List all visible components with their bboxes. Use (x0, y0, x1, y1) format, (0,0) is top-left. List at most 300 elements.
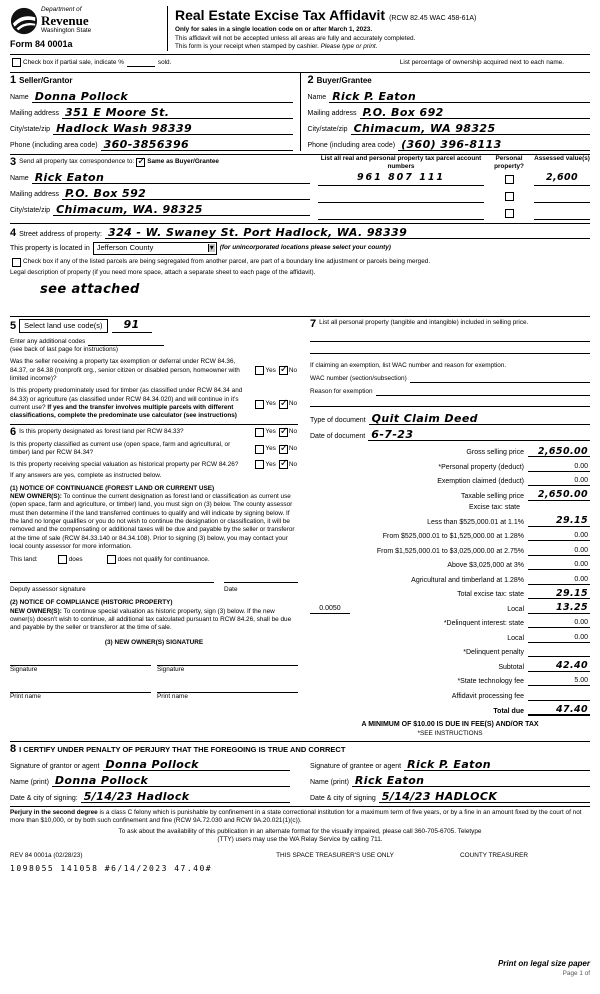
tax-computation (310, 445, 590, 738)
grantee-signing-block (300, 755, 590, 803)
header-note-1: Only for sales in a single location code on or after March 1, 2023. (175, 26, 373, 34)
tier3-label: From $1,525,000.01 to $3,025,000.00 at 2.75% (376, 547, 524, 555)
tier2-value: 0.00 (574, 532, 588, 540)
personal-property-checkbox-2[interactable] (505, 192, 514, 201)
section-1-number: 1 (10, 74, 17, 87)
processing-fee-field[interactable] (528, 689, 590, 701)
tier2-field[interactable] (528, 529, 590, 541)
no-label: No (288, 460, 297, 468)
seller-phone-value: 360-3856396 (103, 137, 190, 151)
tech-fee-value: 5.00 (574, 677, 588, 685)
grantee-sig-label: Signature of grantee or agent (310, 762, 402, 770)
doc-date-field[interactable] (368, 428, 590, 441)
parcel-row (318, 192, 590, 203)
signature-label: Signature (10, 666, 38, 673)
grantor-printname-label: Name (print) (10, 778, 49, 786)
rule (10, 424, 298, 425)
buyer-phone-value: (360) 396-8113 (401, 137, 502, 151)
treasurer-stamp: 1098055 141058 #6/14/2023 47.40# (10, 863, 213, 873)
no-label: No (288, 366, 297, 374)
parcel-row (318, 209, 590, 220)
parties-section (10, 73, 590, 150)
owner-signature-row (10, 647, 298, 674)
print-note-block (498, 959, 590, 978)
wac-number-label: WAC number (section/subsection) (310, 375, 407, 383)
doc-date-label: Date of document (310, 433, 366, 441)
tech-fee-field[interactable] (528, 674, 590, 686)
page-indicator: Page 1 of (562, 969, 590, 977)
seller-csz-label: City/state/zip (10, 126, 51, 134)
yes-checkbox[interactable] (255, 460, 264, 469)
section-7-number: 7 (310, 318, 317, 331)
reason-exemption-field[interactable] (376, 386, 590, 396)
notice-compliance-text: To continue special valuation as historic property, sign (3) below. If the new owner(s) doesn't wish to continue, all additional tax calculated pursuant to RCW 84.26, shall be due and payable by the seller or transferor at the time of sale. (10, 607, 292, 632)
signature-label: Signature (157, 666, 185, 673)
print-name-label: Print name (157, 693, 188, 701)
delinq-penalty-row (310, 645, 590, 657)
owner-signature-field-2[interactable] (157, 655, 298, 666)
no-checkbox[interactable] (279, 366, 288, 375)
exemption-deduct-value: 0.00 (574, 477, 588, 485)
deputy-date-label: Date (224, 586, 238, 594)
parcel-table (318, 155, 590, 220)
grantee-printname-value: Rick Eaton (354, 773, 425, 787)
yes-label: Yes (265, 366, 276, 374)
this-land-label: This land: (10, 555, 38, 563)
processing-fee-label: Affidavit processing fee (451, 692, 524, 700)
personal-property-instruction: List all personal property (tangible and intangible) included in selling price. (319, 319, 529, 327)
rule (10, 806, 590, 807)
street-address-value: 324 - W. Swaney St. Port Hadlock, WA. 98339 (108, 225, 408, 239)
delinq-interest-local-row (310, 631, 590, 643)
tier3-value: 0.00 (574, 546, 588, 554)
dept-of-label: Department of (41, 6, 82, 13)
grantor-date-label: Date & city of signing: (10, 794, 78, 802)
grantor-signature-field[interactable] (103, 758, 290, 771)
new-owners-signature-heading: (3) NEW OWNER(S) SIGNATURE (104, 638, 204, 646)
delinq-penalty-label: *Delinquent penalty (463, 649, 524, 657)
partial-sale-label: Check box if partial sale, indicate % (23, 58, 124, 66)
print-name-label: Print name (10, 693, 41, 701)
gross-field[interactable] (528, 445, 590, 457)
tier1-row (310, 515, 590, 527)
owner-signature-field-1[interactable] (10, 655, 151, 666)
see-instructions-note: *SEE INSTRUCTIONS (417, 729, 483, 737)
section-8-number: 8 (10, 742, 17, 755)
gross-label: Gross selling price (466, 449, 524, 457)
owner-printname-row (10, 674, 298, 701)
land-use-code-field[interactable] (112, 319, 152, 333)
form-header (10, 6, 590, 51)
no-checkbox[interactable] (279, 460, 288, 469)
personal-property-section (310, 319, 590, 441)
timber-question-main: Is this property predominately used for timber (as classified under RCW 84.34 and 84.33) or agriculture (as classified under RCW 84.34.020) and will continue in it's current use? (10, 387, 243, 412)
tier1-value: 29.15 (555, 515, 588, 527)
buyer-name-value: Rick P. Eaton (332, 89, 417, 103)
grantee-date-label: Date & city of signing (310, 794, 376, 802)
taxable-price-value: 2,650.00 (537, 489, 588, 501)
section-5-number: 5 (10, 319, 17, 332)
reason-exemption-label: Reason for exemption (310, 388, 373, 396)
main-columns (10, 317, 590, 738)
local-tax-field[interactable] (528, 602, 590, 614)
total-excise-state-row (310, 587, 590, 599)
segregated-checkbox[interactable] (12, 258, 21, 267)
tax-correspondence-section (10, 155, 590, 220)
assessed-value-header: Assessed value(s) (534, 154, 590, 162)
form-number: Form 84 0001a (10, 38, 73, 49)
revenue-wordmark: Revenue (41, 13, 89, 29)
certify-statement: I CERTIFY UNDER PENALTY OF PERJURY THAT THE FOREGOING IS TRUE AND CORRECT (19, 744, 346, 754)
total-due-row (310, 703, 590, 716)
state-label: Washington State (41, 27, 92, 35)
tier1-label: Less than $525,000.01 at 1.1% (427, 518, 524, 526)
header-note-3-text: This form is your receipt when stamped by cashier. (175, 42, 319, 50)
print-size-note: Print on legal size paper (497, 959, 590, 969)
yes-checkbox[interactable] (255, 445, 264, 454)
owner-printname-field-2[interactable] (157, 682, 298, 693)
excise-state-header-row (310, 503, 590, 512)
personal-property-checkbox-3[interactable] (505, 209, 514, 218)
reason-exemption-line-2[interactable] (310, 396, 590, 407)
title-block (175, 6, 590, 51)
legal-description-field[interactable] (10, 277, 590, 313)
timber-agriculture-answer (253, 400, 298, 409)
buyer-csz-field[interactable] (351, 122, 590, 135)
yes-checkbox[interactable] (255, 428, 264, 437)
tier4-field[interactable] (528, 558, 590, 570)
subtotal-field[interactable] (528, 660, 590, 672)
new-owners-lead: NEW OWNER(S): (10, 492, 62, 500)
gross-value: 2,650.00 (537, 445, 588, 457)
local-rate-value: 0.0050 (319, 604, 341, 612)
corr-addr-value: P.O. Box 592 (65, 186, 147, 200)
notice-compliance-heading: (2) NOTICE OF COMPLIANCE (HISTORIC PROPERTY) (10, 599, 173, 607)
seller-addr-field[interactable] (62, 106, 292, 119)
county-select[interactable] (93, 242, 217, 255)
section-6-number: 6 (10, 425, 17, 438)
seller-csz-field[interactable] (53, 122, 292, 135)
grantee-printname-label: Name (print) (310, 778, 349, 786)
grantee-printname-field[interactable] (352, 774, 590, 787)
title-rcw: (RCW 82.45 WAC 458-61A) (389, 15, 477, 22)
subtotal-row (310, 660, 590, 672)
yes-label: Yes (265, 444, 276, 452)
same-as-buyer-checkbox[interactable] (136, 158, 145, 167)
personal-property-line-1[interactable] (310, 330, 590, 342)
land-use-code-label: Select land use code(s) (19, 319, 107, 333)
no-checkbox[interactable] (279, 400, 288, 409)
buyer-title: Buyer/Grantee (316, 76, 372, 86)
delinq-penalty-field[interactable] (528, 645, 590, 657)
grantor-printname-field[interactable] (52, 774, 290, 787)
parcel-header: List all real and personal property tax parcel account numbers (320, 154, 482, 170)
exemption-deduct-label: Exemption claimed (deduct) (437, 478, 524, 486)
tech-fee-label: *State technology fee (457, 678, 524, 686)
forest-land-section (10, 427, 298, 702)
exemption-deferral-answer (253, 366, 298, 375)
county-note: (for unincorporated locations please select your county) (219, 244, 391, 252)
no-checkbox[interactable] (279, 428, 288, 437)
timber-question-bold: If yes and the transfer involves multiple parcels with different classifications, complete the predominate use calculator (see instructions) (10, 404, 237, 420)
assessed-value-field-2[interactable] (534, 193, 590, 203)
section-3-number: 3 (10, 155, 17, 168)
buyer-name-label: Name (307, 94, 327, 102)
no-label: No (288, 399, 297, 407)
correspondence-block (10, 155, 310, 220)
total-due-field[interactable] (528, 703, 590, 716)
tier1-field[interactable] (528, 515, 590, 527)
total-due-value: 47.40 (555, 703, 588, 715)
if-yes-note: If any answers are yes, complete as instructed below. (10, 472, 162, 480)
agricultural-field[interactable] (528, 573, 590, 585)
grantor-sig-label: Signature of grantor or agent (10, 762, 100, 770)
personal-property-header: Personal property? (494, 154, 524, 170)
buyer-phone-field[interactable] (398, 138, 590, 151)
total-due-label: Total due (493, 708, 524, 716)
excise-state-header: Excise tax: state (469, 504, 520, 512)
yes-checkbox[interactable] (255, 400, 264, 409)
deputy-assessor-label: Deputy assessor signature (10, 586, 86, 594)
land-use-code-value: 91 (123, 318, 140, 332)
additional-codes-field[interactable] (88, 337, 164, 346)
timber-agriculture-question (10, 387, 249, 420)
historic-property-answer (253, 460, 298, 469)
corr-name-value: Rick Eaton (34, 170, 105, 184)
seller-section (10, 73, 300, 150)
doc-type-field[interactable] (369, 412, 590, 425)
land-use-section (10, 319, 298, 421)
exemption-deferral-question: Was the seller receiving a property tax exemption or deferral under RCW 84.36, 84.37, or 84.38 (nonprofit org., senior citizen or disabled person, homeowner with limited income)? (10, 358, 240, 383)
agricultural-value: 0.00 (574, 575, 588, 583)
agricultural-label: Agricultural and timberland at 1.28% (411, 576, 524, 584)
segregated-label: Check box if any of the listed parcels are being segregated from another parcel, are part of a boundary line adjustment or parcels being merged. (23, 257, 431, 265)
grantee-signature-field[interactable] (404, 758, 590, 771)
treasurer-space-label: THIS SPACE TREASURER'S USE ONLY (276, 852, 394, 860)
no-label: No (288, 428, 297, 435)
rev-block (10, 852, 213, 874)
taxable-price-row (310, 489, 590, 501)
no-label: No (288, 444, 297, 452)
exemption-deduct-row (310, 474, 590, 486)
minimum-due-note: A MINIMUM OF $10.00 IS DUE IN FEE(S) AND/OR TAX (361, 721, 539, 729)
corr-csz-value: Chimacum, WA. 98325 (56, 202, 203, 216)
owner-printname-field-1[interactable] (10, 682, 151, 693)
street-address-label: Street address of property: (19, 230, 103, 238)
deputy-assessor-signature-field[interactable] (10, 581, 214, 583)
deputy-date-field[interactable] (224, 581, 298, 583)
total-excise-state-label: Total excise tax: state (457, 591, 524, 599)
tier3-row (310, 544, 590, 556)
personal-deduct-field[interactable] (528, 460, 590, 472)
seller-addr-value: 351 E Moore St. (65, 105, 170, 119)
assessed-value-field-3[interactable] (534, 210, 590, 220)
delinq-interest-state-label: *Delinquent interest: state (443, 620, 524, 628)
current-use-answer (253, 445, 298, 454)
tier4-label: Above $3,025,000 at 3% (447, 562, 524, 570)
doc-type-label: Type of document (310, 417, 366, 425)
grantor-signing-block (10, 755, 300, 803)
yes-label: Yes (265, 399, 276, 407)
exemption-deduct-field[interactable] (528, 474, 590, 486)
located-in-label: This property is located in (10, 244, 90, 252)
corr-addr-field[interactable] (62, 187, 310, 200)
section-4-number: 4 (10, 226, 17, 239)
right-column (304, 317, 590, 738)
partial-sale-percent-field[interactable] (127, 57, 155, 67)
doc-type-value: Quit Claim Deed (371, 412, 478, 426)
additional-codes-note: (see back of last page for instructions) (10, 346, 118, 354)
seller-title: Seller/Grantor (19, 76, 73, 86)
taxable-price-label: Taxable selling price (460, 492, 524, 500)
total-excise-state-value: 29.15 (555, 587, 588, 599)
subtotal-value: 42.40 (555, 660, 588, 672)
personal-deduct-row (310, 460, 590, 472)
parcel-number-value: 961 807 111 (356, 172, 446, 184)
assessed-value-field-1[interactable] (534, 173, 590, 186)
buyer-addr-field[interactable] (360, 106, 590, 119)
grantor-signature-value: Donna Pollock (105, 757, 199, 771)
current-use-question: Is this property classified as current use (open space, farm and agricultural, or timber) land per RCW 84.34? (10, 440, 231, 456)
partial-sale-suffix: sold. (157, 58, 172, 66)
grantee-date-field[interactable] (379, 790, 590, 803)
does-not-checkbox[interactable] (107, 555, 116, 564)
revenue-logo (10, 7, 38, 35)
deputy-assessor-row (10, 576, 298, 594)
delinq-interest-local-field[interactable] (528, 631, 590, 643)
grantee-signature-value: Rick P. Eaton (407, 757, 492, 771)
page-title: Real Estate Excise Tax Affidavit (175, 7, 386, 23)
seller-csz-value: Hadlock Wash 98339 (56, 121, 193, 135)
forest-land-question: Is this property designated as forest land per RCW 84.33? (19, 428, 184, 435)
corr-addr-label: Mailing address (10, 191, 60, 199)
delinq-interest-local-label: Local (507, 634, 524, 642)
parcel-number-field-1[interactable] (318, 173, 484, 186)
additional-codes-label: Enter any additional codes (10, 337, 86, 345)
does-checkbox[interactable] (58, 555, 67, 564)
yes-label: Yes (265, 428, 276, 435)
agricultural-row (310, 573, 590, 585)
buyer-addr-value: P.O. Box 692 (362, 105, 444, 119)
tier3-field[interactable] (528, 544, 590, 556)
perjury-notice (10, 809, 590, 826)
local-tax-value: 13.25 (555, 602, 588, 614)
tier2-label: From $525,000.01 to $1,525,000.00 at 1.28% (382, 533, 524, 541)
personal-property-checkbox-1[interactable] (505, 175, 514, 184)
header-note-3 (175, 43, 590, 51)
corr-csz-label: City/state/zip (10, 207, 51, 215)
buyer-addr-label: Mailing address (307, 110, 357, 118)
exemption-claim-note: If claiming an exemption, list WAC number and reason for exemption. (310, 362, 507, 370)
yes-label: Yes (265, 460, 276, 468)
new-owners-lead-2: NEW OWNER(S): (10, 607, 62, 615)
notice-continuance-text: To continue the current designation as forest land or classification as current use (open space, farm and agriculture, or timber) land, you must sign on (3) below. The county assessor must then determine if the land transferred continues to qualify and will indicate by signing below. If the land no longer qualifies or you do not wish to continue the designation or classification, it will be removed and the compensating or additional taxes will be due and payable by the seller or transferor at the time of sale (RCW 84.33.140 or 84.34.108). Prior to signing (3) below, you may contact your local county assessor for more information. (10, 492, 295, 550)
delinq-interest-state-row (310, 616, 590, 628)
county-treasurer-label: COUNTY TREASURER (460, 852, 528, 860)
certification-section (10, 744, 590, 803)
header-divider (167, 6, 168, 51)
left-column (10, 317, 304, 738)
seller-phone-label: Phone (including area code) (10, 142, 98, 150)
notice-continuance-paragraph (10, 493, 298, 551)
seller-phone-field[interactable] (101, 138, 293, 151)
personal-deduct-label: *Personal property (deduct) (438, 463, 524, 471)
rule (10, 223, 590, 224)
ownership-note: List percentage of ownership acquired next to each name. (399, 58, 564, 66)
grantor-printname-value: Donna Pollock (54, 773, 149, 787)
delinq-interest-state-field[interactable] (528, 616, 590, 628)
perjury-text: is a class C felony which is punishable by confinement in a state correctional institution for a maximum term of five years, or by a fine in an amount fixed by the court of not more than $10,000, or by both such confinement and fine (RCW 9A.72.030 and RCW 9A.20.021(1)(c)). (10, 808, 582, 825)
buyer-name-field[interactable] (329, 90, 590, 103)
no-checkbox[interactable] (279, 445, 288, 454)
legal-description-label: Legal description of property (if you need more space, attach a separate sheet to each page of the affidavit). (10, 268, 316, 276)
personal-deduct-value: 0.00 (574, 462, 588, 470)
partial-sale-row (10, 55, 590, 69)
tier2-row (310, 529, 590, 541)
total-excise-state-field[interactable] (528, 587, 590, 599)
tech-fee-row (310, 674, 590, 686)
land-qualify-row (10, 555, 298, 564)
yes-checkbox[interactable] (255, 366, 264, 375)
seller-addr-label: Mailing address (10, 110, 60, 118)
grantor-date-field[interactable] (81, 790, 290, 803)
partial-sale-checkbox[interactable] (12, 58, 21, 67)
local-tax-label: Local (507, 605, 524, 613)
legal-description-value: see attached (40, 282, 140, 298)
same-as-buyer-label: Same as Buyer/Grantee (147, 157, 219, 165)
parcel-number-field-3[interactable] (318, 210, 484, 220)
does-label: does (68, 555, 83, 563)
seller-name-field[interactable] (32, 90, 293, 103)
buyer-csz-value: Chimacum, WA 98325 (353, 121, 496, 135)
grantee-date-value: 5/14/23 HADLOCK (381, 789, 498, 803)
county-value: Jefferson County (96, 243, 154, 253)
rev-number: REV 84 0001a (02/28/23) (10, 852, 83, 860)
personal-property-line-2[interactable] (310, 342, 590, 354)
doc-date-value: 6-7-23 (371, 428, 414, 442)
buyer-csz-label: City/state/zip (307, 126, 348, 134)
corr-csz-field[interactable] (53, 203, 310, 216)
chevron-down-icon: ▾ (209, 243, 214, 253)
parcel-number-field-2[interactable] (318, 193, 484, 203)
seller-name-label: Name (10, 94, 29, 102)
alt-format-line-1: To ask about the availability of this publication in an alternate format for the visually impaired, please call 360-705-6705. Teletype (118, 827, 482, 835)
parcel-row (318, 173, 590, 186)
local-tax-row (310, 602, 590, 614)
street-address-field[interactable] (105, 226, 590, 239)
taxable-price-field[interactable] (528, 489, 590, 501)
delinq-interest-state-value: 0.00 (574, 619, 588, 627)
local-rate-field[interactable] (310, 603, 350, 614)
buyer-section (301, 73, 591, 150)
tier4-value: 0.00 (574, 561, 588, 569)
perjury-lead: Perjury in the second degree (10, 808, 98, 816)
correspondence-intro: Send all property tax correspondence to: (19, 157, 135, 165)
footer-row (10, 852, 590, 874)
buyer-phone-label: Phone (including area code) (307, 142, 396, 150)
wac-number-field[interactable] (410, 373, 590, 383)
tier4-row (310, 558, 590, 570)
corr-name-field[interactable] (32, 171, 310, 184)
header-note-3-italic: Please type or print. (320, 42, 378, 50)
does-not-label: does not qualify for continuance. (117, 555, 210, 563)
header-note-2: This affidavit will not be accepted unless all areas are fully and accurately completed. (175, 34, 416, 42)
corr-name-label: Name (10, 175, 29, 183)
grantor-date-value: 5/14/23 Hadlock (83, 789, 190, 803)
assessed-value-value: 2,600 (545, 172, 579, 184)
processing-fee-row (310, 689, 590, 701)
historic-property-question: Is this property receiving special valuation as historical property per RCW 84.26? (10, 460, 239, 468)
